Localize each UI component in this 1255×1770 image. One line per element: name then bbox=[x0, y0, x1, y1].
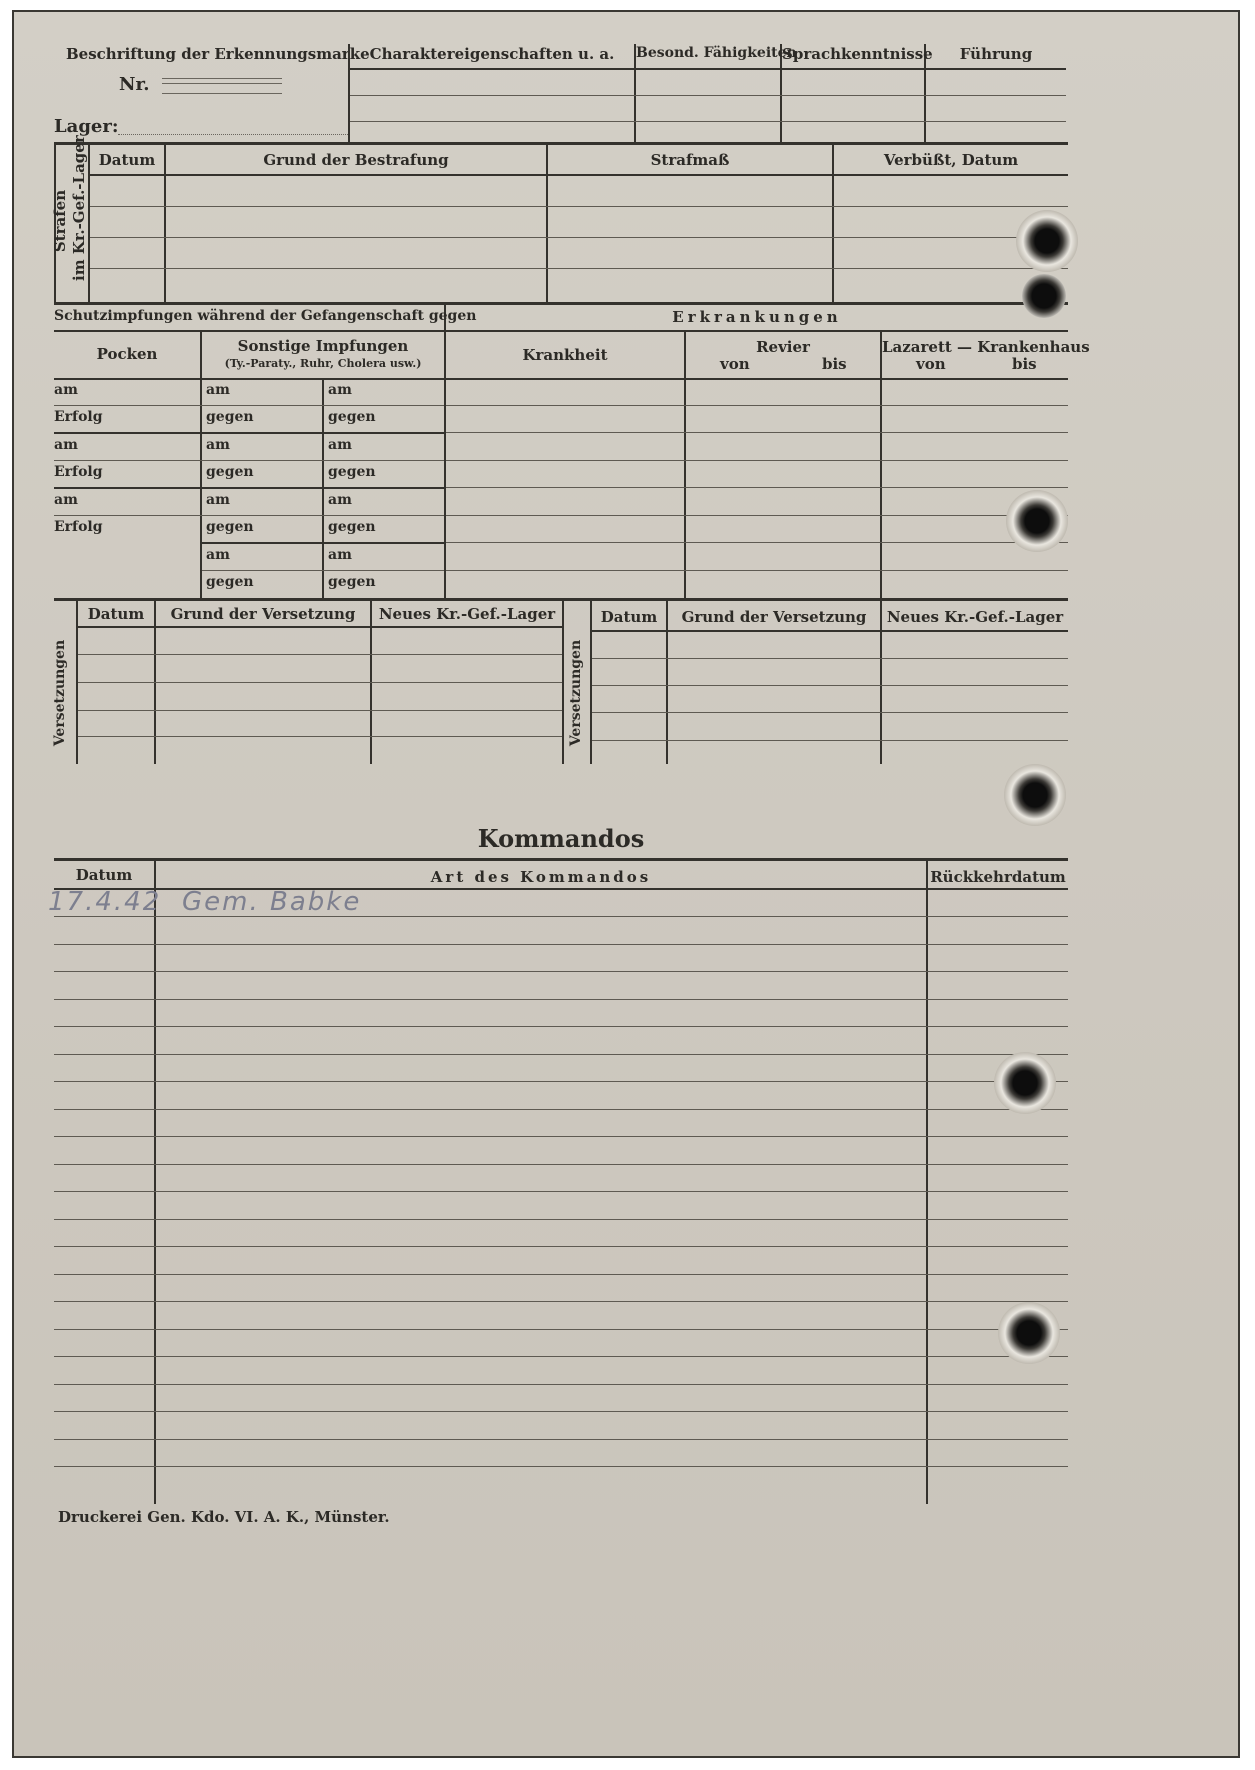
impf-row2-mid: gegen bbox=[206, 409, 254, 425]
ruled-line bbox=[54, 944, 1068, 945]
ruled-line bbox=[54, 1136, 1068, 1137]
impf-row8-mid: gegen bbox=[206, 574, 254, 590]
revier-von: von bbox=[720, 355, 750, 373]
impf-row1-mid: am bbox=[206, 382, 230, 398]
erkrankungen-title: Erkrankungen bbox=[672, 308, 842, 326]
ruled-line bbox=[54, 1246, 1068, 1247]
ruled-line bbox=[54, 1026, 1068, 1027]
ruled-line bbox=[54, 1164, 1068, 1165]
printer-footer: Druckerei Gen. Kdo. VI. A. K., Münster. bbox=[58, 1508, 390, 1526]
impf-row3-mid: am bbox=[206, 437, 230, 453]
impf-row3-left: am bbox=[54, 437, 78, 453]
ruled-line bbox=[54, 1191, 1068, 1192]
versetzungen-side-right: Versetzungen bbox=[568, 639, 584, 747]
impf-row4-mid: gegen bbox=[206, 464, 254, 480]
impf-row5-mid: am bbox=[206, 492, 230, 508]
lazarett-bis: bis bbox=[1012, 355, 1037, 373]
ruled-line bbox=[54, 999, 1068, 1000]
vers-left-col-datum: Datum bbox=[87, 605, 145, 623]
strafen-side-label-1: Strafen bbox=[51, 189, 69, 253]
revier-bis: bis bbox=[822, 355, 847, 373]
strafen-col-grund: Grund der Bestrafung bbox=[263, 151, 449, 169]
revier-label: Revier bbox=[756, 338, 810, 356]
strafen-col-datum: Datum bbox=[98, 151, 156, 169]
col-charakter: Charaktereigenschaften u. a. bbox=[369, 45, 615, 63]
lager-label: Lager: bbox=[54, 116, 119, 137]
ruled-line bbox=[54, 971, 1068, 972]
col-faehigkeiten: Besond. Fähigkeiten bbox=[636, 45, 797, 61]
sonstige-sub-label: (Ty.-Paraty., Ruhr, Cholera usw.) bbox=[224, 357, 422, 370]
nr-field bbox=[162, 78, 282, 94]
impf-row5-right: am bbox=[328, 492, 352, 508]
ruled-line bbox=[54, 1384, 1068, 1385]
impf-row1-left: am bbox=[54, 382, 78, 398]
form-sheet bbox=[12, 10, 1240, 1758]
nr-label: Nr. bbox=[119, 74, 150, 95]
impf-row8-right: gegen bbox=[328, 574, 376, 590]
ruled-line bbox=[54, 1329, 1068, 1330]
ruled-line bbox=[54, 1109, 1068, 1110]
vers-left-col-grund: Grund der Versetzung bbox=[170, 605, 356, 623]
ruled-line bbox=[54, 1439, 1068, 1440]
impf-row4-right: gegen bbox=[328, 464, 376, 480]
impf-row2-left: Erfolg bbox=[54, 409, 103, 425]
punch-hole bbox=[998, 1302, 1060, 1364]
impf-row6-left: Erfolg bbox=[54, 519, 103, 535]
lazarett-label: Lazarett — Krankenhaus bbox=[882, 338, 1090, 356]
ruled-line bbox=[54, 1054, 1068, 1055]
impf-row7-mid: am bbox=[206, 547, 230, 563]
kommandos-entry-datum: 17.4.42 bbox=[48, 887, 162, 917]
versetzungen-side-left: Versetzungen bbox=[52, 639, 68, 747]
ruled-line bbox=[54, 1356, 1068, 1357]
vers-right-col-datum: Datum bbox=[600, 608, 658, 626]
ruled-line bbox=[54, 1219, 1068, 1220]
sonstige-label: Sonstige Impfungen bbox=[237, 337, 409, 355]
lager-field bbox=[118, 134, 348, 135]
impf-row3-right: am bbox=[328, 437, 352, 453]
impf-row4-left: Erfolg bbox=[54, 464, 103, 480]
lazarett-von: von bbox=[916, 355, 946, 373]
punch-hole bbox=[1004, 764, 1066, 826]
punch-hole bbox=[1022, 274, 1066, 318]
impfungen-title: Schutzimpfungen während der Gefangenschaft gegen bbox=[54, 308, 477, 324]
punch-hole bbox=[994, 1052, 1056, 1114]
kommandos-title: Kommandos bbox=[477, 824, 645, 853]
vers-right-col-grund: Grund der Versetzung bbox=[681, 608, 867, 626]
strafen-col-verbuesst: Verbüßt, Datum bbox=[883, 151, 1019, 169]
impf-row7-right: am bbox=[328, 547, 352, 563]
impf-row2-right: gegen bbox=[328, 409, 376, 425]
kommandos-col-rueckkehr: Rückkehrdatum bbox=[930, 868, 1066, 886]
strafen-col-strafmass: Strafmaß bbox=[650, 151, 730, 169]
kommandos-col-datum: Datum bbox=[75, 866, 133, 884]
ruled-line bbox=[54, 1274, 1068, 1275]
ruled-line bbox=[54, 1081, 1068, 1082]
kommandos-entry-art: Gem. Babke bbox=[182, 887, 362, 917]
pocken-label: Pocken bbox=[96, 345, 158, 363]
ruled-line bbox=[54, 1301, 1068, 1302]
strafen-side-label-2: im Kr.-Gef.-Lager bbox=[70, 135, 88, 281]
impf-row6-mid: gegen bbox=[206, 519, 254, 535]
ruled-line bbox=[54, 1411, 1068, 1412]
impf-row6-right: gegen bbox=[328, 519, 376, 535]
impf-row1-right: am bbox=[328, 382, 352, 398]
marke-label: Beschriftung der Erkennungsmarke bbox=[66, 45, 370, 63]
krankheit-label: Krankheit bbox=[522, 346, 608, 364]
col-fuehrung: Führung bbox=[959, 45, 1033, 63]
col-sprachen: Sprachkenntnisse bbox=[782, 45, 933, 63]
kommandos-col-art: Art des Kommandos bbox=[430, 868, 652, 886]
vers-left-col-lager: Neues Kr.-Gef.-Lager bbox=[378, 605, 556, 623]
vers-right-col-lager: Neues Kr.-Gef.-Lager bbox=[886, 608, 1064, 626]
punch-hole bbox=[1016, 210, 1078, 272]
impf-row5-left: am bbox=[54, 492, 78, 508]
ruled-line bbox=[54, 1466, 1068, 1467]
punch-hole bbox=[1006, 490, 1068, 552]
